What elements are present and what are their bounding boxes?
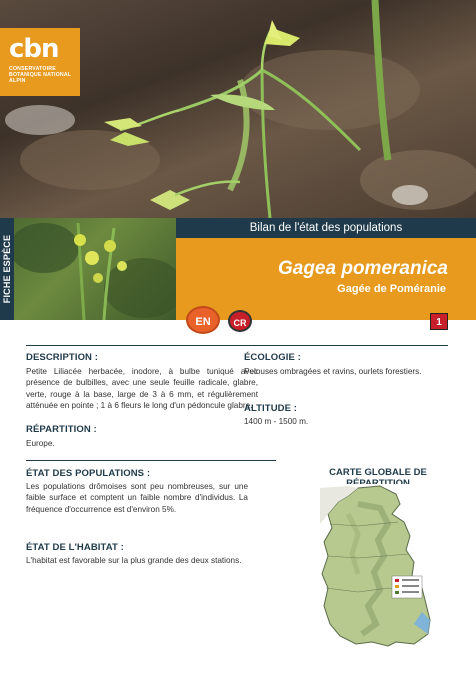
section-banner: Bilan de l'état des populations <box>176 218 476 238</box>
etat-habitat-heading: ÉTAT DE L'HABITAT : <box>26 542 124 553</box>
flower-photo-illustration <box>14 218 176 320</box>
side-label: FICHE ESPÈCE <box>2 234 12 304</box>
etat-habitat-text: L'habitat est favorable sur la plus grande des deux stations. <box>26 556 242 565</box>
etat-populations-text: Les populations drômoises sont peu nombreuses, sur une faible surface et comptent un faible nombre d'individus. La fréquence d'occurrence est d'environ 5%. <box>26 482 248 514</box>
ecologie-text: Pelouses ombragées et ravins, ourlets forestiers. <box>244 367 422 376</box>
species-title-panel <box>176 238 476 320</box>
altitude-text: 1400 m - 1500 m. <box>244 417 309 426</box>
status-badge-cr: CR <box>228 310 252 332</box>
divider-middle <box>26 460 276 461</box>
divider-top <box>26 345 448 346</box>
altitude-heading: ALTITUDE : <box>244 403 298 414</box>
distribution-map-illustration <box>318 484 436 650</box>
species-latin-name: Gagea pomeranica <box>277 258 448 279</box>
thumbnail-photo <box>14 218 176 320</box>
repartition-text: Europe. <box>26 439 55 448</box>
logo-line-1: CONSERVATOIRE <box>9 66 56 72</box>
etat-populations-heading: ÉTAT DES POPULATIONS : <box>26 468 151 479</box>
cbn-logo <box>0 28 80 96</box>
species-common-name: Gagée de Poméranie <box>337 283 446 295</box>
logo-subtitle <box>9 66 74 84</box>
status-badge-en: EN <box>186 306 220 334</box>
logo-line-2: BOTANIQUE NATIONAL <box>9 72 72 78</box>
logo-line-3: ALPIN <box>9 78 26 84</box>
distribution-map <box>318 484 436 650</box>
repartition-heading: RÉPARTITION : <box>26 424 97 435</box>
priority-number-badge: 1 <box>430 313 448 330</box>
description-heading: DESCRIPTION : <box>26 352 99 363</box>
ecologie-heading: ÉCOLOGIE : <box>244 352 301 363</box>
map-title: CARTE GLOBALE DE <box>329 467 427 478</box>
hero-photo <box>0 0 476 218</box>
description-text: Petite Liliacée herbacée, inodore, à bulbe tuniqué avec présence de bulbilles, avec une seule feuille radicale, glabre, verte, rouge à la base, large de 3 à 6 mm, et régulièrement atténuée en pointe ; 1 à 6 fleurs le long d'un pédoncule glabre. <box>26 367 258 411</box>
logo-word: cbn <box>9 34 59 64</box>
